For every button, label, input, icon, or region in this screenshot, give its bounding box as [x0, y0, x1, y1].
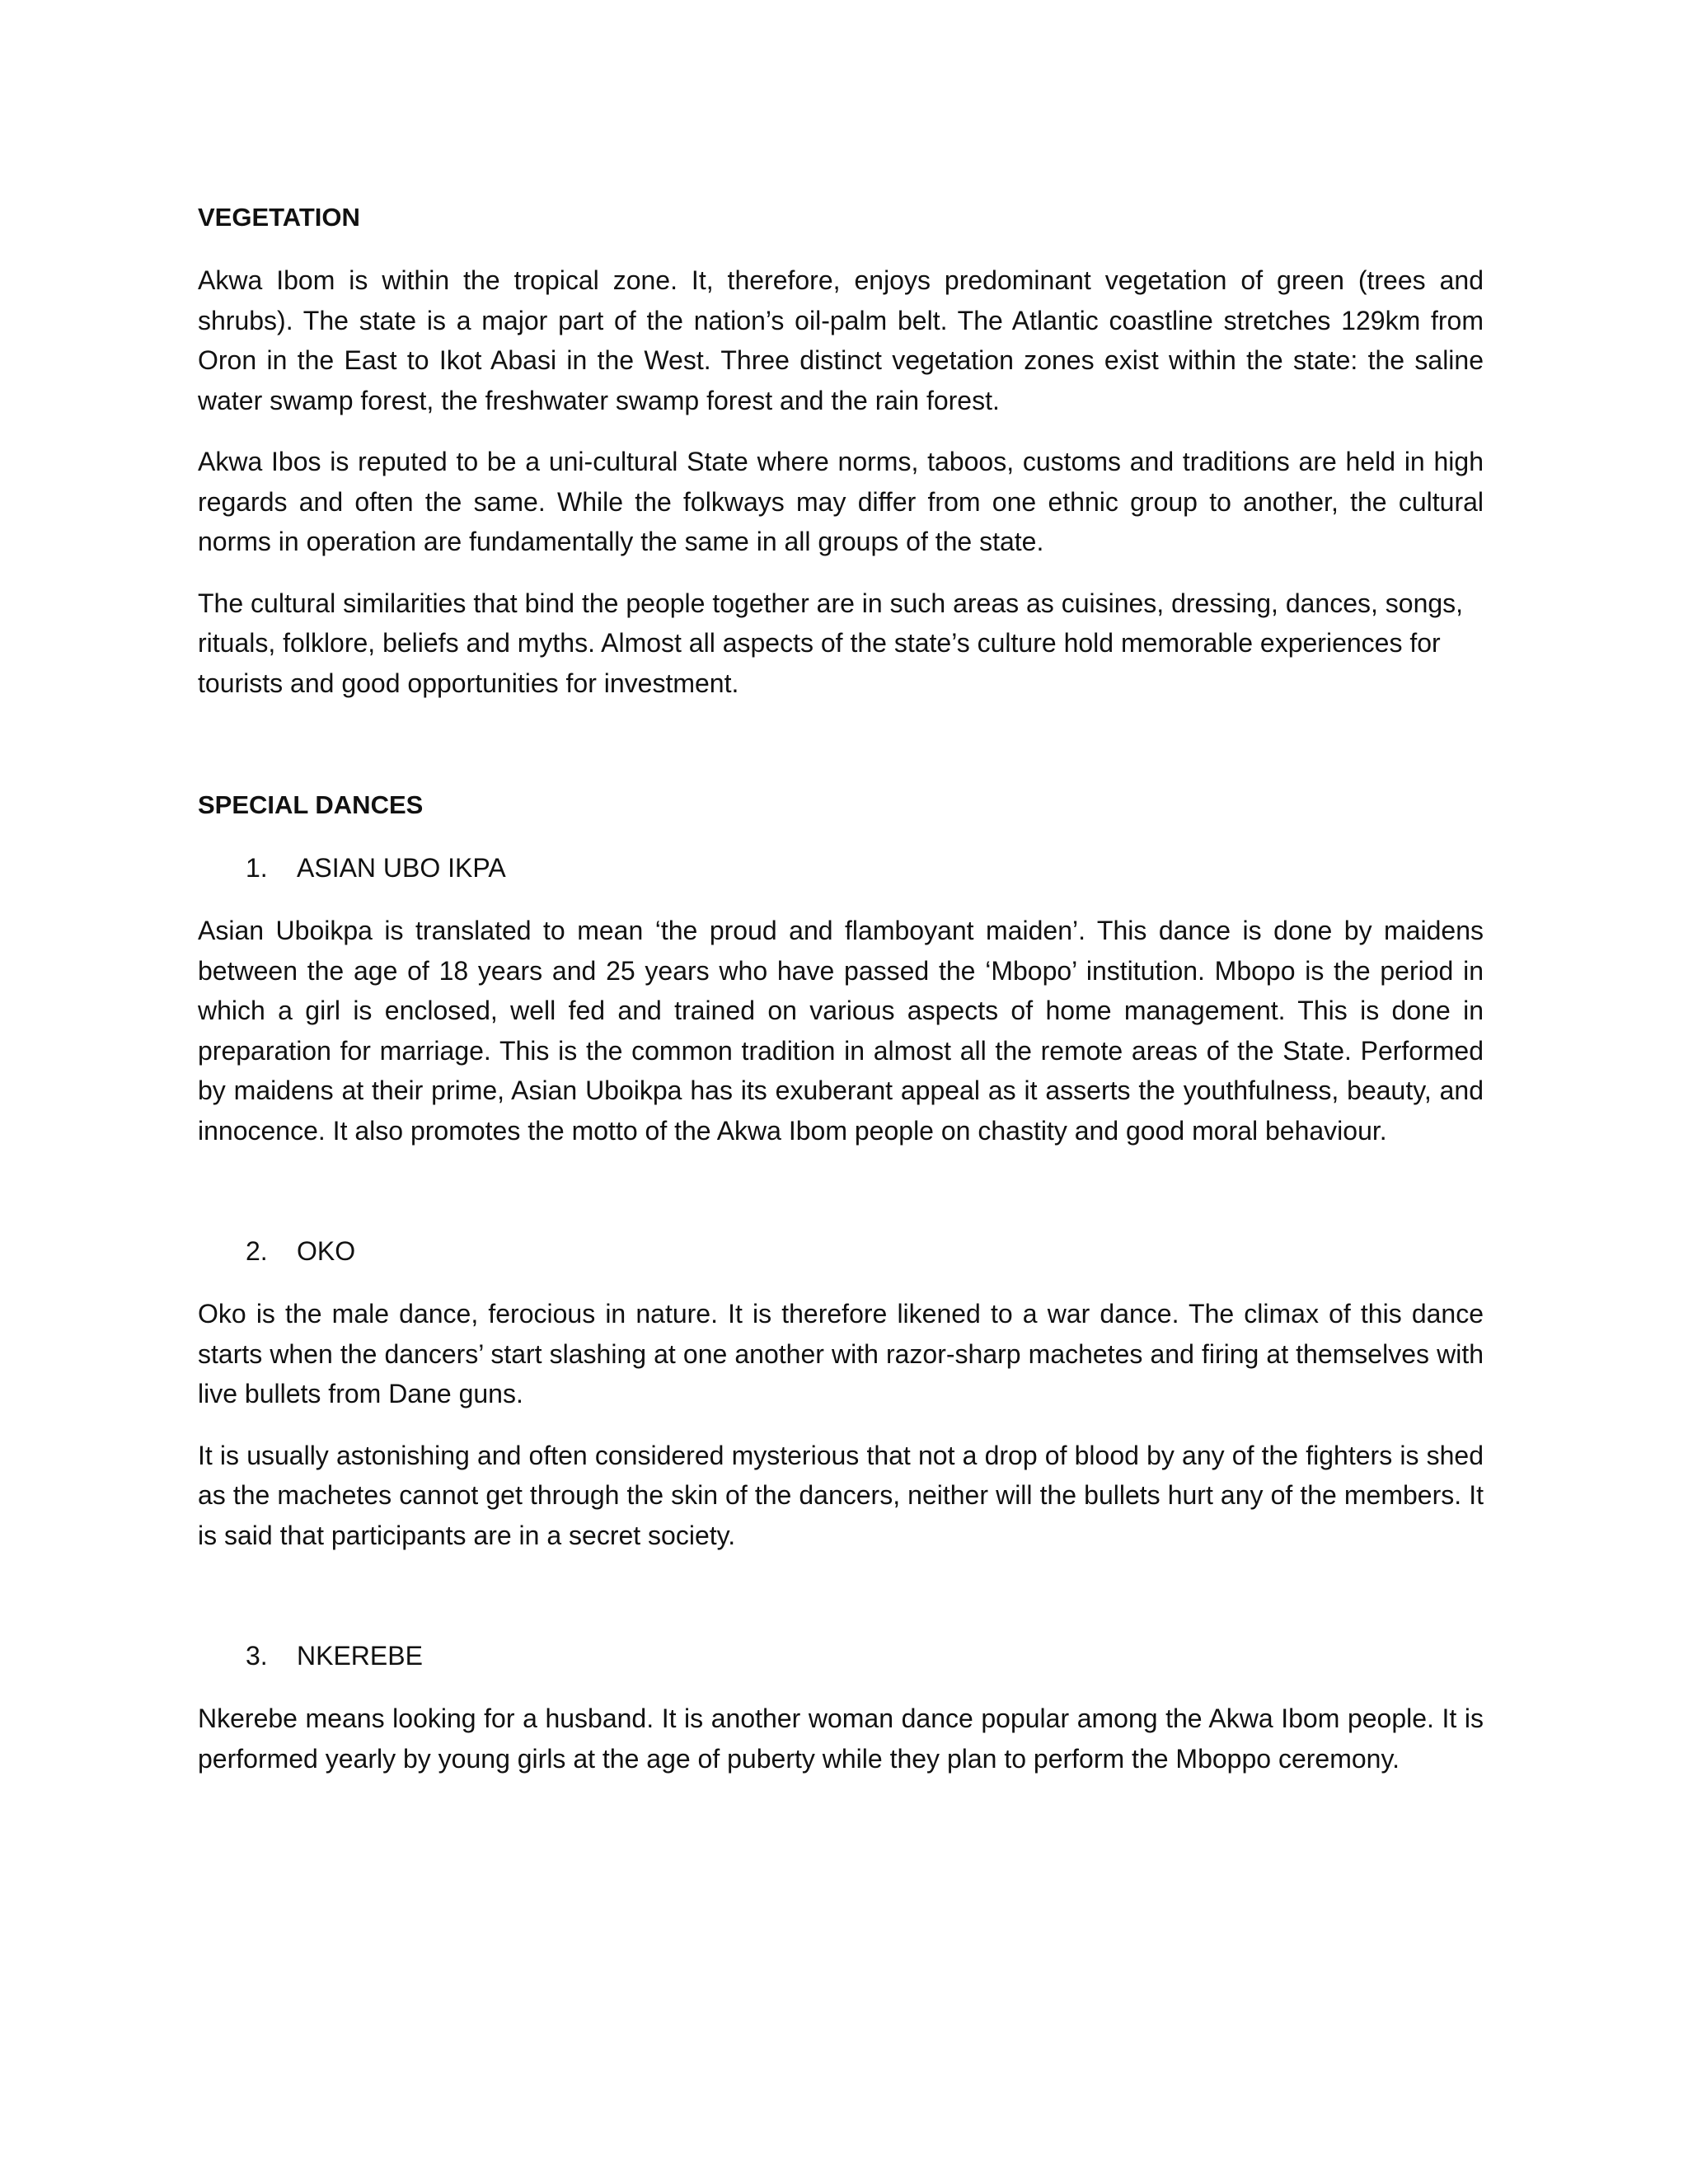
paragraph-vegetation-2: Akwa Ibos is reputed to be a uni-cultural State where norms, taboos, customs and traditions are held in high regards and often the same. While the folkways may differ from one ethnic group to another, the cultural norms in operation are fundamentally the same in all groups of the state. — [198, 447, 1484, 556]
list-title: OKO — [297, 1236, 356, 1266]
document-page — [198, 198, 1484, 1779]
list-number: 3. — [246, 1641, 268, 1671]
list-title: ASIAN UBO IKPA — [297, 853, 506, 883]
list-number: 2. — [246, 1236, 268, 1266]
list-item-asian-ubo-ikpa — [198, 848, 1484, 888]
list-item-oko — [198, 1231, 1484, 1271]
paragraph-asian-ubo-ikpa: Asian Uboikpa is translated to mean ‘the proud and flamboyant maiden’. This dance is done by maidens between the age of 18 years and 25 years who have passed the ‘Mbopo’ institution. Mbopo is the period in which a girl is enclosed, well fed and trained on various aspects of home management. This is done in preparation for marriage. This is the common tradition in almost all the remote areas of the State. Performed by maidens at their prime, Asian Uboikpa has its exuberant appeal as it asserts the youthfulness, beauty, and innocence. It also promotes the motto of the Akwa Ibom people on chastity and good moral behaviour. — [198, 916, 1484, 1146]
paragraph-vegetation-3: The cultural similarities that bind the people together are in such areas as cuisines, dressing, dances, songs, rituals, folklore, beliefs and myths. Almost all aspects of the state’s culture hold memorable experiences for tourists and good opportunities for investment. — [198, 588, 1464, 698]
list-title: NKEREBE — [297, 1641, 423, 1671]
paragraph-vegetation-1: Akwa Ibom is within the tropical zone. It, therefore, enjoys predominant vegetation of green (trees and shrubs). The state is a major part of the nation’s oil-palm belt. The Atlantic coastline stretches 129km from Oron in the East to Ikot Abasi in the West. Three distinct vegetation zones exist within the state: the saline water swamp forest, the freshwater swamp forest and the rain forest. — [198, 265, 1484, 415]
paragraph-nkerebe: Nkerebe means looking for a husband. It is another woman dance popular among the Akwa Ibom people. It is performed yearly by young girls at the age of puberty while they plan to perform the Mboppo ceremony. — [198, 1704, 1484, 1774]
list-item-nkerebe — [198, 1636, 1484, 1675]
paragraph-oko-1: Oko is the male dance, ferocious in nature. It is therefore likened to a war dance. The climax of this dance starts when the dancers’ start slashing at one another with razor-sharp machetes and firing at themselves with live bullets from Dane guns. — [198, 1299, 1484, 1408]
heading-special-dances: SPECIAL DANCES — [198, 790, 424, 819]
paragraph-oko-2: It is usually astonishing and often considered mysterious that not a drop of blood by any of the fighters is shed as the machetes cannot get through the skin of the dancers, neither will the bullets hurt any of the members. It is said that participants are in a secret society. — [198, 1440, 1484, 1550]
list-number: 1. — [246, 853, 268, 883]
heading-vegetation: VEGETATION — [198, 203, 360, 232]
